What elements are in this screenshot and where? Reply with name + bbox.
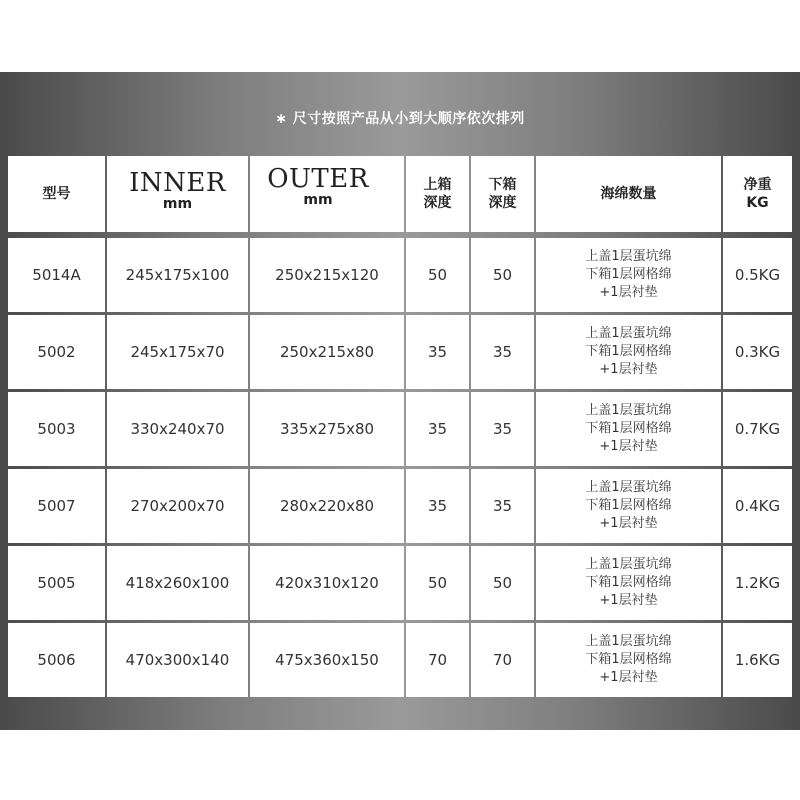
header-outer-unit: mm — [303, 192, 333, 208]
cell-outer-size — [250, 392, 404, 466]
cell-lower-depth — [471, 546, 534, 620]
foam-line-2: 下箱1层网格绵 — [585, 575, 672, 590]
header-outer-label: OUTER — [267, 164, 369, 194]
header-upper-depth-line1: 上箱 — [423, 177, 452, 193]
cell-model-value: 5014A — [32, 266, 81, 284]
cell-weight — [723, 546, 792, 620]
header-inner — [107, 156, 248, 232]
foam-line-1: 上盖1层蛋坑绵 — [585, 249, 672, 264]
cell-model-value: 5006 — [37, 651, 76, 669]
cell-weight-value: 1.6KG — [734, 651, 781, 669]
cell-lower-depth-value: 70 — [492, 651, 513, 669]
cell-lower-depth-value: 35 — [492, 420, 513, 438]
cell-lower-depth-value: 35 — [492, 497, 513, 515]
cell-outer-size — [250, 238, 404, 312]
cell-weight — [723, 623, 792, 697]
foam-line-3: +1层衬垫 — [599, 593, 658, 608]
cell-outer-size-value: 335x275x80 — [279, 420, 375, 438]
header-lower-depth-line2: 深度 — [488, 195, 517, 211]
cell-lower-depth-value: 35 — [492, 343, 513, 361]
cell-lower-depth — [471, 392, 534, 466]
cell-outer-size — [250, 315, 404, 389]
cell-outer-size — [250, 469, 404, 543]
foam-line-3: +1层衬垫 — [599, 670, 658, 685]
foam-line-1: 上盖1层蛋坑绵 — [585, 634, 672, 649]
cell-model-value: 5002 — [37, 343, 76, 361]
foam-line-3: +1层衬垫 — [599, 362, 658, 377]
cell-foam — [536, 315, 721, 389]
cell-upper-depth — [406, 546, 469, 620]
cell-model — [8, 392, 105, 466]
cell-upper-depth-value: 50 — [427, 574, 448, 592]
cell-upper-depth-value: 35 — [427, 343, 448, 361]
cell-outer-size-value: 250x215x80 — [279, 343, 375, 361]
cell-lower-depth — [471, 315, 534, 389]
cell-upper-depth-value: 35 — [427, 420, 448, 438]
cell-weight-value: 0.7KG — [734, 420, 781, 438]
foam-line-2: 下箱1层网格绵 — [585, 421, 672, 436]
header-foam-label: 海绵数量 — [600, 186, 657, 202]
cell-weight — [723, 315, 792, 389]
cell-outer-size — [250, 623, 404, 697]
cell-outer-size-value: 280x220x80 — [279, 497, 375, 515]
cell-outer-size — [250, 546, 404, 620]
sort-note: ∗ 尺寸按照产品从小到大顺序依次排列 — [275, 111, 525, 127]
cell-inner-size — [107, 238, 248, 312]
cell-foam — [536, 469, 721, 543]
header-weight-line2: KG — [746, 195, 769, 211]
cell-foam — [536, 392, 721, 466]
cell-upper-depth — [406, 392, 469, 466]
cell-inner-size — [107, 315, 248, 389]
foam-line-2: 下箱1层网格绵 — [585, 498, 672, 513]
foam-line-3: +1层衬垫 — [599, 516, 658, 531]
header-inner-label: INNER — [129, 168, 226, 198]
cell-inner-size-value: 418x260x100 — [125, 574, 230, 592]
header-inner-unit: mm — [162, 196, 193, 212]
cell-inner-size — [107, 392, 248, 466]
header-upper-depth — [406, 156, 469, 232]
cell-inner-size-value: 270x200x70 — [130, 497, 225, 515]
cell-inner-size-value: 330x240x70 — [130, 420, 225, 438]
cell-foam — [536, 623, 721, 697]
foam-line-2: 下箱1层网格绵 — [585, 267, 672, 282]
cell-foam — [536, 546, 721, 620]
header-weight-line1: 净重 — [743, 177, 772, 193]
cell-weight — [723, 238, 792, 312]
cell-inner-size-value: 245x175x70 — [130, 343, 225, 361]
header-weight — [723, 156, 792, 232]
foam-line-2: 下箱1层网格绵 — [585, 344, 672, 359]
cell-model-value: 5005 — [37, 574, 76, 592]
cell-outer-size-value: 250x215x120 — [275, 266, 379, 284]
foam-line-1: 上盖1层蛋坑绵 — [585, 557, 672, 572]
header-upper-depth-line2: 深度 — [423, 195, 452, 211]
header-foam — [536, 156, 721, 232]
cell-inner-size — [107, 623, 248, 697]
cell-lower-depth — [471, 623, 534, 697]
cell-model — [8, 469, 105, 543]
cell-model-value: 5003 — [37, 420, 76, 438]
header-lower-depth — [471, 156, 534, 232]
foam-line-3: +1层衬垫 — [599, 439, 658, 454]
foam-line-1: 上盖1层蛋坑绵 — [585, 403, 672, 418]
cell-weight-value: 0.4KG — [734, 497, 781, 515]
foam-line-1: 上盖1层蛋坑绵 — [585, 326, 672, 341]
cell-inner-size — [107, 546, 248, 620]
header-lower-depth-line1: 下箱 — [488, 177, 517, 193]
cell-inner-size — [107, 469, 248, 543]
cell-model — [8, 238, 105, 312]
cell-lower-depth — [471, 469, 534, 543]
cell-weight — [723, 392, 792, 466]
cell-upper-depth-value: 35 — [427, 497, 448, 515]
header-model-label: 型号 — [42, 186, 71, 202]
cell-weight-value: 0.5KG — [734, 266, 781, 284]
cell-lower-depth — [471, 238, 534, 312]
cell-model-value: 5007 — [37, 497, 76, 515]
cell-lower-depth-value: 50 — [492, 266, 513, 284]
cell-foam — [536, 238, 721, 312]
cell-lower-depth-value: 50 — [492, 574, 513, 592]
cell-upper-depth — [406, 238, 469, 312]
cell-model — [8, 546, 105, 620]
cell-outer-size-value: 420x310x120 — [275, 574, 379, 592]
header-model — [8, 156, 105, 232]
cell-inner-size-value: 470x300x140 — [125, 651, 230, 669]
cell-model — [8, 623, 105, 697]
cell-outer-size-value: 475x360x150 — [275, 651, 379, 669]
cell-model — [8, 315, 105, 389]
cell-upper-depth — [406, 623, 469, 697]
cell-inner-size-value: 245x175x100 — [125, 266, 230, 284]
header-outer — [250, 156, 404, 232]
cell-weight-value: 0.3KG — [734, 343, 781, 361]
cell-upper-depth — [406, 315, 469, 389]
foam-line-3: +1层衬垫 — [599, 285, 658, 300]
foam-line-2: 下箱1层网格绵 — [585, 652, 672, 667]
foam-line-1: 上盖1层蛋坑绵 — [585, 480, 672, 495]
cell-weight-value: 1.2KG — [734, 574, 781, 592]
cell-weight — [723, 469, 792, 543]
cell-upper-depth-value: 50 — [427, 266, 448, 284]
cell-upper-depth-value: 70 — [427, 651, 448, 669]
cell-upper-depth — [406, 469, 469, 543]
